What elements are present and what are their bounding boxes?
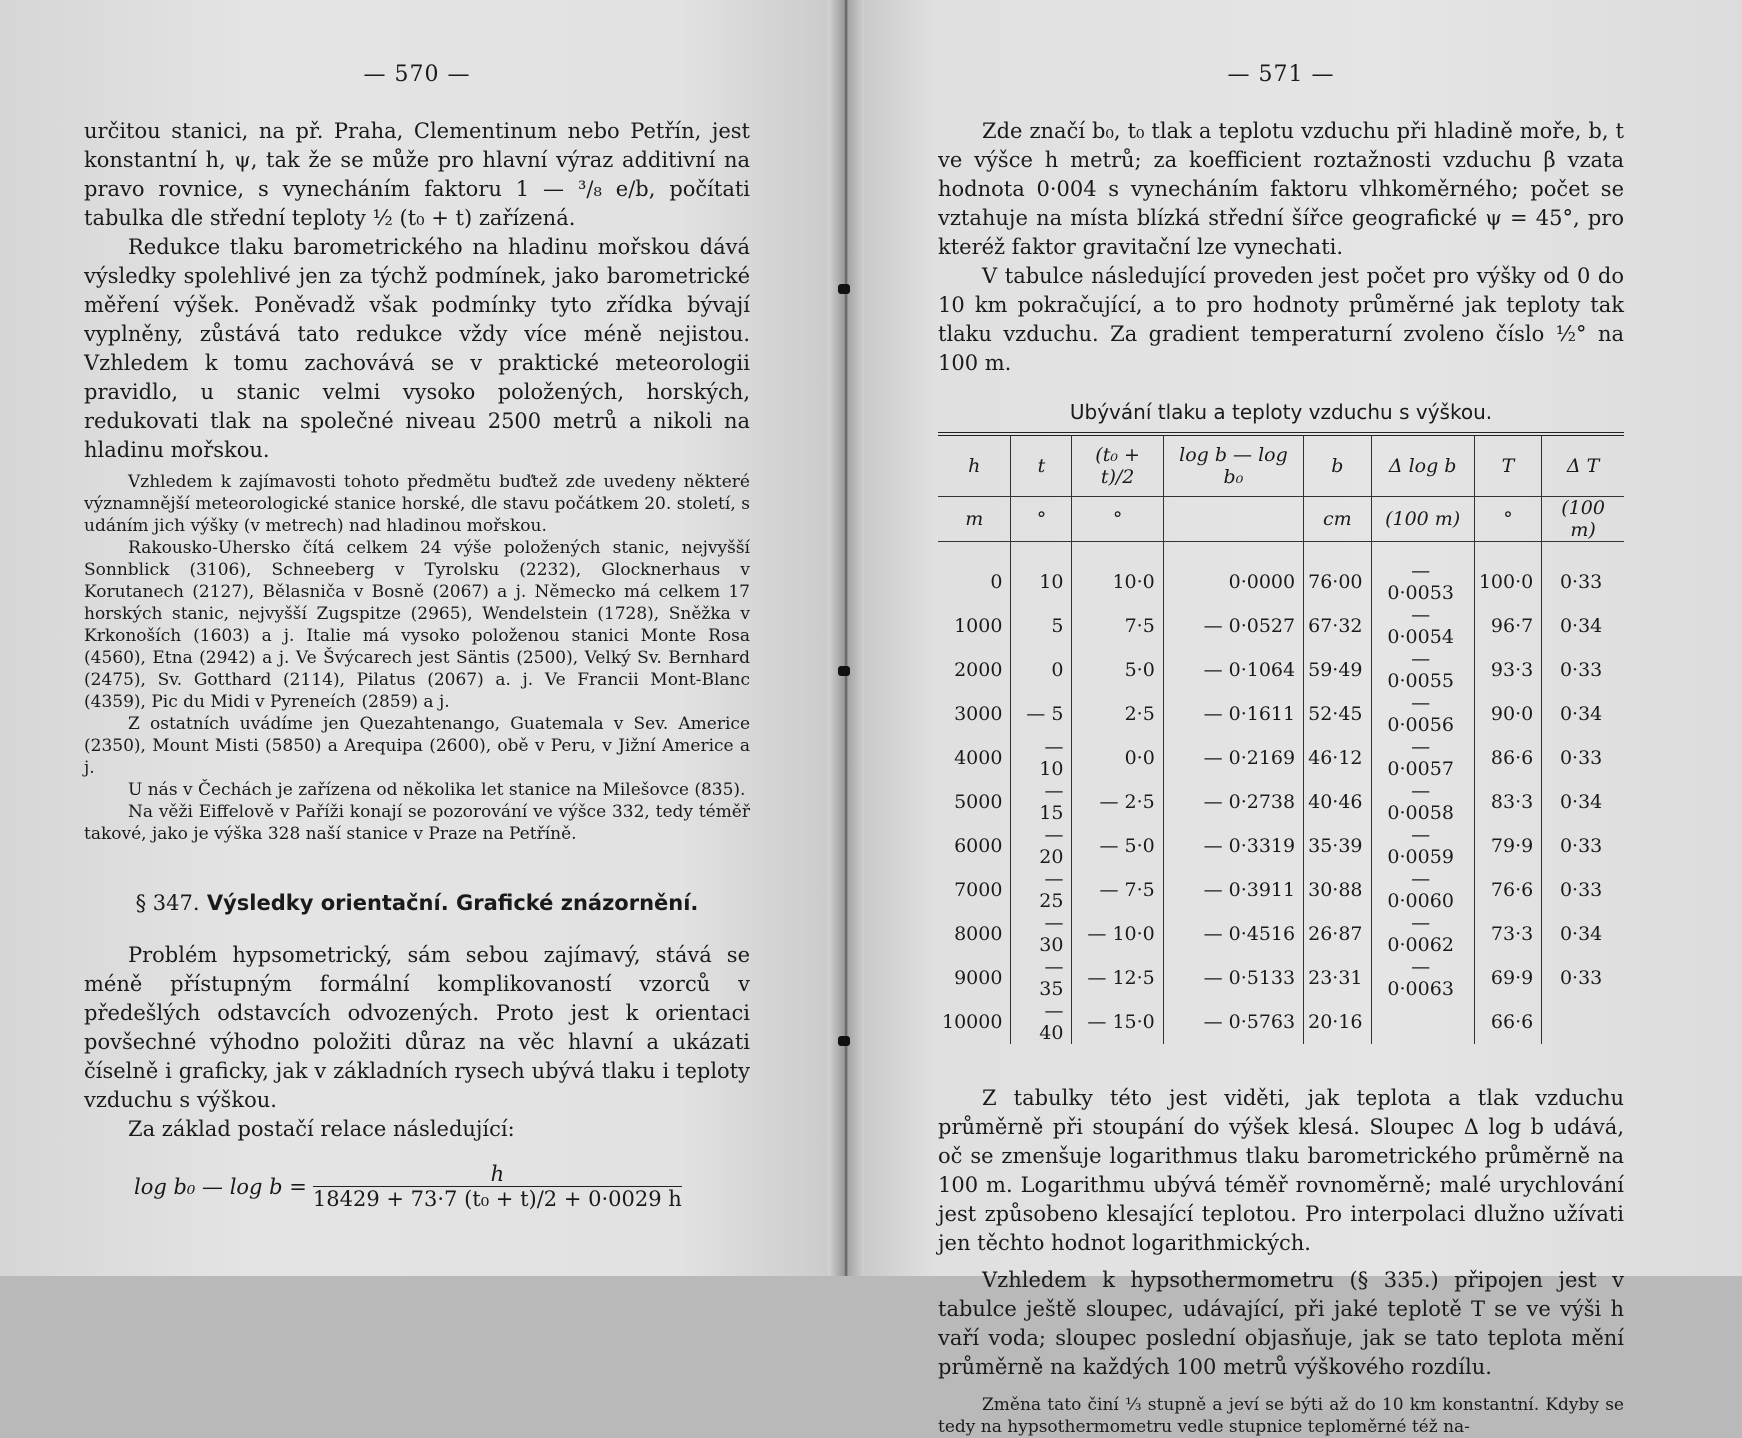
paragraph: určitou stanici, na př. Praha, Clementinum nebo Petřín, jest konstantní h, ψ, tak že se může pro hlavní výraz additivní na pravo rovnice, s vynecháním faktoru 1 — ³/₈ e/b, počítati tabulka dle střední teploty ½ (t₀ + t) zařízená. [84,119,750,230]
table-cell: 76·6 [1474,868,1541,912]
table-row [938,956,1624,1000]
table-cell: 4000 [954,747,1003,769]
table-cell: 20·16 [1304,1000,1371,1044]
page-number: — 571 — [1227,62,1335,87]
table-cell: 0 [1011,648,1072,692]
unit-cell: cm [1304,497,1371,542]
table-cell: 35·39 [1304,824,1371,868]
table-title: Ubývání tlaku a teploty vzduchu s výškou. [1069,400,1493,424]
table-row [938,604,1624,648]
table-cell: 8000 [954,923,1003,945]
table-cell: 7000 [954,879,1003,901]
column-header: (t₀ + t)/2 [1072,434,1163,497]
binding-stitch [838,1036,850,1046]
unit-cell: m [938,497,1011,542]
table-cell: 30·88 [1304,868,1371,912]
table-header-row [938,434,1624,497]
table-cell: 73·3 [1474,912,1541,956]
table-cell: — 35 [1011,956,1072,1000]
table-cell: 66·6 [1474,1000,1541,1044]
binding-stitch [838,666,850,676]
table-cell: — 0·1064 [1163,648,1303,692]
table-row [938,824,1624,868]
table-cell: 67·32 [1304,604,1371,648]
column-header: Δ log b [1371,434,1474,497]
table-cell: 69·9 [1474,956,1541,1000]
paragraph: Redukce tlaku barometrického na hladinu mořskou dává výsledky spolehlivé jen za týchž podmínek, jako barometrické měření výšek. Poněvadž však podmínky tyto zřídka bývají vyplněny, zůstává tato redukce vždy více méně nejistou. Vzhledem k tomu zachovává se v praktické meteorologii pravidlo, u stanic velmi vysoko položených, horských, redukovati tlak na společné niveau 2500 metrů a nikoli na hladinu mořskou. [84,235,750,462]
table-cell: 0·34 [1542,692,1624,736]
table-cell: 96·7 [1474,604,1541,648]
section-number: § 347. [135,891,200,915]
paragraph: Zde značí b₀, t₀ tlak a teplotu vzduchu při hladině moře, b, t ve výšce h metrů; za koefficient roztažnosti vzduchu β vzata hodnota 0·004 s vynecháním faktoru vlhkoměrného; počet se vztahuje na místa blízká střední šířce geografické ψ = 45°, pro kteréž faktor gravitační lze vynechati. [938,119,1624,259]
unit-cell: (100 m) [1542,497,1624,542]
unit-cell: ° [1474,497,1541,542]
table-cell: 5 [1011,604,1072,648]
table-cell: 0·33 [1542,736,1624,780]
table-cell: — 10 [1011,736,1072,780]
table-cell: — 0·0060 [1371,868,1474,912]
table-cell: — 0·0063 [1371,956,1474,1000]
table-cell [1542,1000,1624,1044]
table-cell: 93·3 [1474,648,1541,692]
paragraph: Z tabulky této jest viděti, jak teplota a tlak vzduchu průměrně při stoupání do výšek klesá. Sloupec Δ log b udává, oč se zmenšuje logarithmus tlaku barometrického průměrně na 100 m. Logarithmu ubývá téměř rovnoměrně; malé urychlování jest způsobeno klesající teplotou. Pro interpolaci dlužno užívati jen těchto hodnot logarithmických. [938,1086,1624,1255]
formula-denominator: 18429 + 73·7 (t₀ + t)/2 + 0·0029 h [312,1187,682,1211]
book-gutter [828,0,864,1276]
table-cell: 0·34 [1542,604,1624,648]
column-header: h [938,434,1011,497]
table-cell: 86·6 [1474,736,1541,780]
table-row [938,736,1624,780]
table-cell: 59·49 [1304,648,1371,692]
table-cell: 83·3 [1474,780,1541,824]
small-paragraph: Rakousko-Uhersko čítá celkem 24 výše položených stanic, nejvyšší Sonnblick (3106), Schneeberg v Tyrolsku (2232), Glocknerhaus v Korutanech (2127), Bělasniča v Bosně (2067) a j. Německo má celkem 17 horských stanic, nejvyšší Zugspitze (2965), Wendelstein (1728), Sněžka v Krkonoších (1603) a j. Italie má vysoko položenou stanici Monte Rosa (4560), Etna (2942) a j. Ve Švýcarech jest Säntis (2500), Velký Sv. Bernhard (2475), Sv. Gotthard (2114), Pilatus (2067) a. j. Ve Francii Mont-Blanc (4359), Pic du Midi v Pyreneích (2859) a j. [84,538,750,712]
table-cell: 5·0 [1072,648,1163,692]
table-cell: 0·33 [1542,824,1624,868]
column-header: T [1474,434,1541,497]
formula-numerator: h [313,1162,682,1187]
table-cell: — 0·0527 [1163,604,1303,648]
table-cell: 76·00 [1304,542,1371,605]
column-header: b [1304,434,1371,497]
right-page [846,0,1742,1437]
table-cell: — 12·5 [1072,956,1163,1000]
table-body [938,542,1624,1045]
table-cell: — 0·0062 [1371,912,1474,956]
paragraph: V tabulce následující proveden jest počet pro výšky od 0 do 10 km pokračující, a to pro hodnoty průměrné jak teploty tak tlaku vzduchu. Za gradient temperaturní zvoleno číslo ½° na 100 m. [938,264,1624,375]
table-cell: 52·45 [1304,692,1371,736]
table-row [938,1000,1624,1044]
table-cell: 1000 [954,615,1003,637]
data-table [938,432,1624,1044]
paragraph: Za základ postačí relace následující: [128,1117,515,1141]
table-cell: — 0·5763 [1163,1000,1303,1044]
table-cell: 100·0 [1474,542,1541,605]
table-cell: — 0·5133 [1163,956,1303,1000]
table-cell [1371,1000,1474,1044]
table-cell: 46·12 [1304,736,1371,780]
table-cell: 23·31 [1304,956,1371,1000]
table-cell: 10·0 [1072,542,1163,605]
table-cell: — 0·0058 [1371,780,1474,824]
table-cell: — 0·3911 [1163,868,1303,912]
table-cell: — 0·2169 [1163,736,1303,780]
table-units-row [938,497,1624,542]
unit-cell: (100 m) [1371,497,1474,542]
table-cell: — 5 [1011,692,1072,736]
table-row [938,780,1624,824]
left-page [0,0,846,1276]
formula-lhs: log b₀ — log b = [134,1174,307,1199]
table-cell: 10000 [942,1011,1003,1033]
table-cell: 10 [1011,542,1072,605]
table-cell: 79·9 [1474,824,1541,868]
table-cell: — 0·2738 [1163,780,1303,824]
table-cell: — 20 [1011,824,1072,868]
section-heading [84,891,750,915]
table-cell: 9000 [954,967,1003,989]
paragraph: Vzhledem k hypsothermometru (§ 335.) připojen jest v tabulce ještě sloupec, udávající, při jaké teplotě T se ve výši h vaří voda; sloupec poslední objasňuje, jak se tato teplota mění průměrně na každých 100 metrů výškového rozdílu. [938,1268,1624,1379]
unit-cell: ° [1072,497,1163,542]
unit-cell [1163,497,1303,542]
table-row [938,912,1624,956]
table-cell: 0·33 [1542,956,1624,1000]
table-cell: — 0·0056 [1371,692,1474,736]
paragraph: Problém hypsometrický, sám sebou zajímavý, stává se méně přístupným formální komplikovaností vzorců v předešlých odstavcích odvozených. Proto jest k orientaci povšechné výhodno položiti důraz na věc hlavní a ukázati číselně i graficky, jak v základních rysech ubývá tlaku i teploty vzduchu s výškou. [84,943,750,1112]
small-paragraph: Na věži Eiffelově v Paříži konají se pozorování ve výšce 332, tedy téměř takové, jako je výška 328 naší stanice v Praze na Petříně. [84,802,750,844]
table-cell: — 40 [1011,1000,1072,1044]
table-cell: — 0·1611 [1163,692,1303,736]
table-cell: — 2·5 [1072,780,1163,824]
table-cell: 0·33 [1542,868,1624,912]
table-cell: — 15 [1011,780,1072,824]
table-cell: 26·87 [1304,912,1371,956]
page-number: — 570 — [363,62,471,87]
column-header: t [1011,434,1072,497]
table-cell: 2·5 [1072,692,1163,736]
table-cell: 0·0000 [1163,542,1303,605]
small-paragraph: Vzhledem k zajímavosti tohoto předmětu buďtež zde uvedeny některé významnější meteorologické stanice horské, dle stavu počátkem 20. století, s udáním jich výšky (v metrech) nad hladinou mořskou. [84,472,750,536]
table-cell: 0·33 [1542,648,1624,692]
column-header: Δ T [1542,434,1624,497]
table-row [938,542,1624,605]
table-row [938,648,1624,692]
table-cell: 2000 [954,659,1003,681]
column-header: log b — log b₀ [1163,434,1303,497]
table-row [938,868,1624,912]
table-cell: — 0·0057 [1371,736,1474,780]
table-cell: — 0·0059 [1371,824,1474,868]
table-cell: — 0·4516 [1163,912,1303,956]
table-cell: — 30 [1011,912,1072,956]
table-cell: — 25 [1011,868,1072,912]
table-cell: 0·34 [1542,780,1624,824]
table-cell: 0·33 [1542,542,1624,605]
table-cell: — 5·0 [1072,824,1163,868]
table-cell: 0 [990,571,1003,593]
table-cell: 0·0 [1072,736,1163,780]
table-cell: — 0·0055 [1371,648,1474,692]
section-title: Výsledky orientační. Grafické znázornění. [206,891,699,915]
table-cell: — 15·0 [1072,1000,1163,1044]
table-cell: — 0·0054 [1371,604,1474,648]
table-row [938,692,1624,736]
small-print-block [84,471,750,845]
table-cell: — 0·3319 [1163,824,1303,868]
unit-cell: ° [1011,497,1072,542]
small-paragraph: Změna tato činí ⅓ stupně a jeví se býti až do 10 km konstantní. Kdyby se tedy na hypsothermometru vedle stupnice teploměrné též na- [938,1395,1624,1437]
small-paragraph: Z ostatních uvádíme jen Quezahtenango, Guatemala v Sev. Americe (2350), Mount Misti (5850) a Arequipa (2600), obě v Peru, v Jižní Americe a j. [84,714,750,778]
table-cell: 40·46 [1304,780,1371,824]
formula-fraction [313,1162,682,1211]
table-cell: — 0·0053 [1371,542,1474,605]
formula [134,1162,750,1211]
small-paragraph: U nás v Čechách je zařízena od několika let stanice na Milešovce (835). [128,780,746,800]
table-cell: 5000 [954,791,1003,813]
table-cell: 7·5 [1072,604,1163,648]
table-cell: 6000 [954,835,1003,857]
table-cell: 0·34 [1542,912,1624,956]
table-cell: — 7·5 [1072,868,1163,912]
table-cell: 90·0 [1474,692,1541,736]
table-cell: 3000 [954,703,1003,725]
table-cell: — 10·0 [1072,912,1163,956]
binding-stitch [838,284,850,294]
